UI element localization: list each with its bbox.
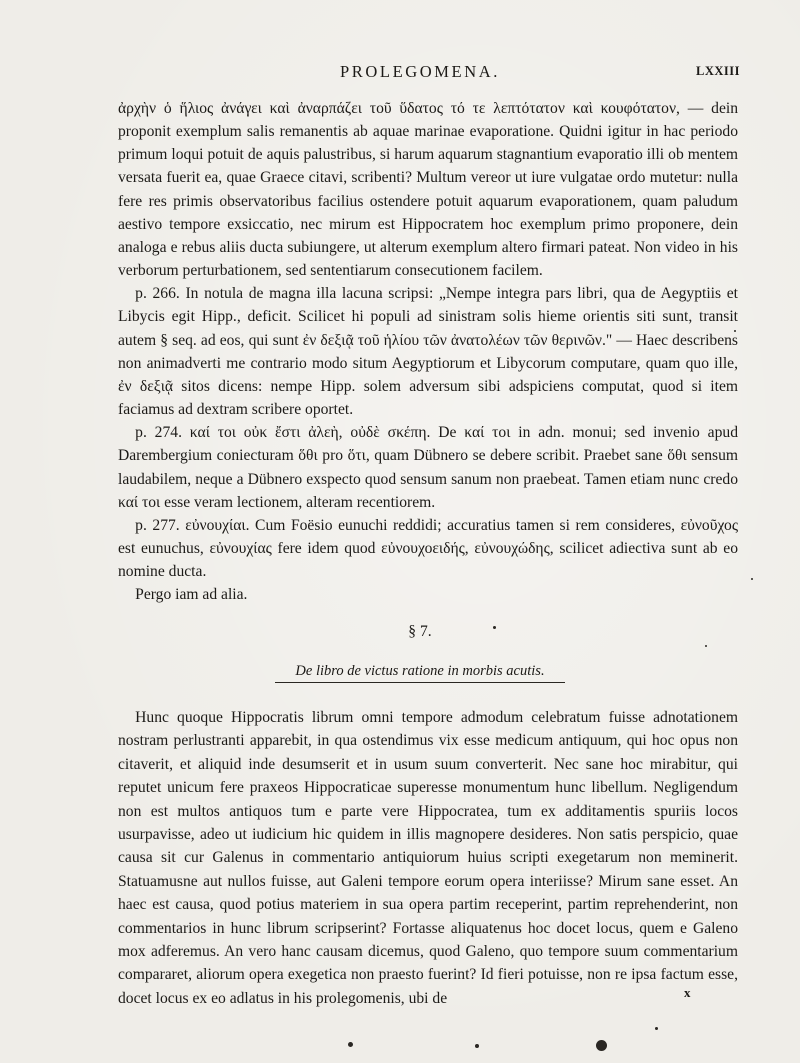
ink-spot	[655, 1027, 658, 1030]
ink-spot	[734, 330, 736, 332]
text-block-bottom	[118, 706, 738, 1010]
ink-spot	[705, 645, 707, 647]
paragraph-note-266: p. 266. In notula de magna illa lacuna scripsi: „Nempe integra pars libri, qua de Aegyptiis et Libycis egit Hipp., deficit. Scilicet hi populi ad sinistram solis hieme orientis siti sunt, transit autem § seq. ad eos, qui sunt ἐν δεξιᾷ τοῦ ἡλίου τῶν ἀνατολέων τῶν θερινῶν." — Haec describens non animadverti me contrario modo situm Aegyptiorum et Libycorum computare, quam quo ille, ἐν δεξιᾷ sitos dicens: nempe Hipp. solem adversum sibi adspiciens computat, quod si item faciamus ad dextram scribere oportet.	[118, 285, 738, 419]
paragraph-section-7: Hunc quoque Hippocratis librum omni tempore admodum celebratum fuisse adnotationem nostram perlustranti apparebit, in qua ostendimus vix esse medicum antiquum, qui hoc opus non citaverit, et aliquid inde desumserit et in usum suum converterit. Nec sane hoc mirabitur, qui reputet unicum fere praxeos Hippocraticae superesse monumentum hunc libellum. Negligendum non est multos antiquos tum e parte vere Hippocratea, tum ex additamentis spuriis locos usurpavisse, adeo ut iudicium hic quidem in illis magnopere desideres. Non satis perspicio, quae causa sit cur Galenus in commentario antiquiorum huius scripti exegetarum non meminerit. Statuamusne aut nullos fuisse, aut Galeni tempore eorum opera interiisse? Mirum sane esset. An haec est causa, quod potius materiem in sua opera partim receperint, partim reprehenderint, non commentarios in hunc librum scripserint? Fortasse aliquatenus hoc docet locus, quem e Galeno mox adferemus. An vero hanc causam dicemus, quod Galeno, quo tempore suum commentarium compararet, aliorum opera exegetica non praesto fuerint? Id fieri potuisse, non re ipsa factum esse, docet locus ex eo adlatus in his prolegomenis, ubi de	[118, 709, 738, 1007]
signature-mark: x	[684, 985, 691, 1000]
paragraph-continuation: ἀρχὴν ὁ ἥλιος ἀνάγει καὶ ἀναρπάζει τοῦ ὕδατος τό τε λεπτότατον καὶ κουφότατον, — dein proponit exemplum salis remanentis ab aquae marinae evaporatione. Quidni igitur in hac periodo primum loqui potuit de aquis palustribus, si harum aquarum stagnantium evaporatio illi ob mentem versata fuerit ea, quae Graece citavi, scribenti? Multum vereor ut iure vulgatae ordo mutetur: nulla fere res primis observatoribus facilius ostendere potuit aquarum evaporationem, quam paludum aestivo tempore exsiccatio, nec mirum est Hippocratem hoc exemplum primo proponere, dein analoga e rebus aliis ducta subiungere, ut alterum exemplum altero firmari pateat. Non video in his verborum perturbationem, sed sententiarum consecutionem facilem.	[118, 100, 738, 280]
ink-spot	[596, 1040, 607, 1051]
ink-spot	[348, 1042, 353, 1047]
text-block-top	[118, 97, 738, 606]
paragraph-note-277: p. 277. εὐνουχίαι. Cum Foësio eunuchi reddidi; accuratius tamen si rem consideres, εὐνοῦχος est eunuchus, εὐνουχίας fere idem quod εὐνουχοειδής, εὐνουχώδης, scilicet adiectiva sunt ab eo nomine ducta.	[118, 516, 738, 581]
page-header	[0, 62, 800, 86]
ink-spot	[475, 1044, 479, 1048]
ink-spot	[751, 578, 753, 580]
section-number: § 7.	[408, 623, 432, 640]
section-heading	[0, 663, 800, 683]
paragraph-transition: Pergo iam ad alia.	[135, 586, 248, 604]
section-title-underline	[275, 682, 565, 683]
running-title: PROLEGOMENA.	[340, 62, 500, 81]
section-title: De libro de victus ratione in morbis acutis.	[295, 663, 545, 679]
ink-spot	[493, 626, 496, 629]
page-number: LXXIII	[696, 64, 740, 78]
paragraph-note-274: p. 274. καί τοι οὐκ ἔστι ἀλεὴ, οὐδὲ σκέπη. De καί τοι in adn. monui; sed invenio apud Darembergium coniecturam ὅθι pro ὅτι, quam Dübnero se debere scribit. Praebet sane ὅθι sensum laudabilem, neque a Dübnero exspecto quod sensum sanum non praebeat. Tamen etiam nunc credo καί τοι esse veram lectionem, alteram recentiorem.	[118, 424, 738, 511]
